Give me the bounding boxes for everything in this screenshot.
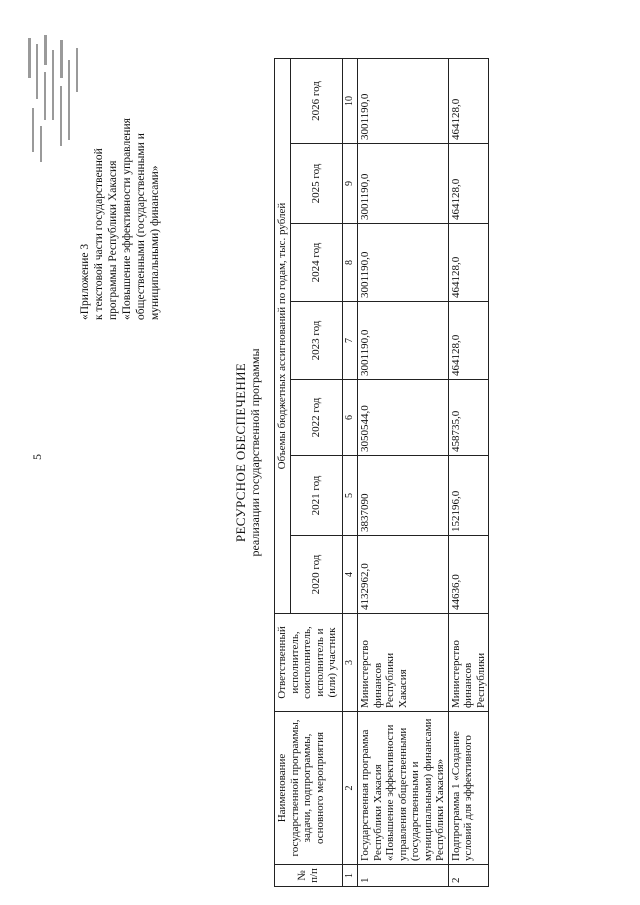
column-number: 10	[342, 59, 358, 144]
header-year: 2024 год	[290, 224, 342, 302]
header-year: 2020 год	[290, 536, 342, 614]
column-number: 1	[342, 865, 358, 887]
table-row	[448, 59, 489, 887]
header-responsible: Ответственный исполнитель, соисполнитель, исполнитель и (или) участник	[275, 614, 343, 712]
page-number: 5	[30, 454, 44, 460]
header-year: 2023 год	[290, 302, 342, 380]
row-name: Государственная программа Республики Хакасия «Повышение эффективности управления общественными (государственными и муниципальными) финансами Республики Хакасия»	[358, 712, 449, 865]
resource-table	[274, 58, 489, 887]
appendix-line: программы Республики Хакасия	[107, 160, 119, 320]
header-num: № п/п	[275, 865, 343, 887]
row-value: 3837090	[358, 456, 449, 536]
column-number: 3	[342, 614, 358, 712]
row-value: 3001190,0	[358, 144, 449, 224]
header-year: 2026 год	[290, 59, 342, 144]
row-value: 464128,0	[448, 144, 489, 224]
appendix-line: общественными (государственными и	[135, 133, 147, 320]
row-responsible: Министерство финансов Республики Хакасия	[358, 614, 449, 712]
column-number: 7	[342, 302, 358, 380]
column-number: 8	[342, 224, 358, 302]
appendix-line: к текстовой части государственной	[93, 148, 105, 320]
row-name: Подпрограмма 1 «Создание условий для эффективного	[448, 712, 489, 865]
appendix-note	[78, 20, 162, 320]
row-responsible: Министерство финансов Республики	[448, 614, 489, 712]
row-value: 458735,0	[448, 380, 489, 456]
column-number: 6	[342, 380, 358, 456]
row-value: 464128,0	[448, 59, 489, 144]
row-value: 3001190,0	[358, 302, 449, 380]
header-volumes: Объемы бюджетных ассигнований по годам, тыс. рублей	[275, 59, 291, 614]
appendix-line: «Приложение 3	[79, 243, 91, 320]
row-num: 2	[448, 865, 489, 887]
column-number: 9	[342, 144, 358, 224]
row-value: 464128,0	[448, 302, 489, 380]
header-row	[275, 59, 291, 887]
document-subtitle: реализации государственной программы	[248, 348, 262, 557]
appendix-line: муниципальными) финансами»	[149, 165, 161, 320]
header-year: 2022 год	[290, 380, 342, 456]
row-value: 4132962,0	[358, 536, 449, 614]
row-value: 464128,0	[448, 224, 489, 302]
scan-noise-mark	[22, 30, 84, 170]
appendix-line: «Повышение эффективности управления	[121, 118, 133, 320]
column-number: 2	[342, 712, 358, 865]
header-year: 2021 год	[290, 456, 342, 536]
header-name: Наименование государственной программы, задачи, подпрограммы, основного мероприятия	[275, 712, 343, 865]
header-year: 2025 год	[290, 144, 342, 224]
row-value: 3050544,0	[358, 380, 449, 456]
column-number: 4	[342, 536, 358, 614]
column-number-row	[342, 59, 358, 887]
column-number: 5	[342, 456, 358, 536]
table-row	[358, 59, 449, 887]
row-value: 44636,0	[448, 536, 489, 614]
row-value: 3001190,0	[358, 224, 449, 302]
document-title: РЕСУРСНОЕ ОБЕСПЕЧЕНИЕ	[233, 362, 248, 543]
row-value: 152196,0	[448, 456, 489, 536]
row-num: 1	[358, 865, 449, 887]
row-value: 3001190,0	[358, 59, 449, 144]
